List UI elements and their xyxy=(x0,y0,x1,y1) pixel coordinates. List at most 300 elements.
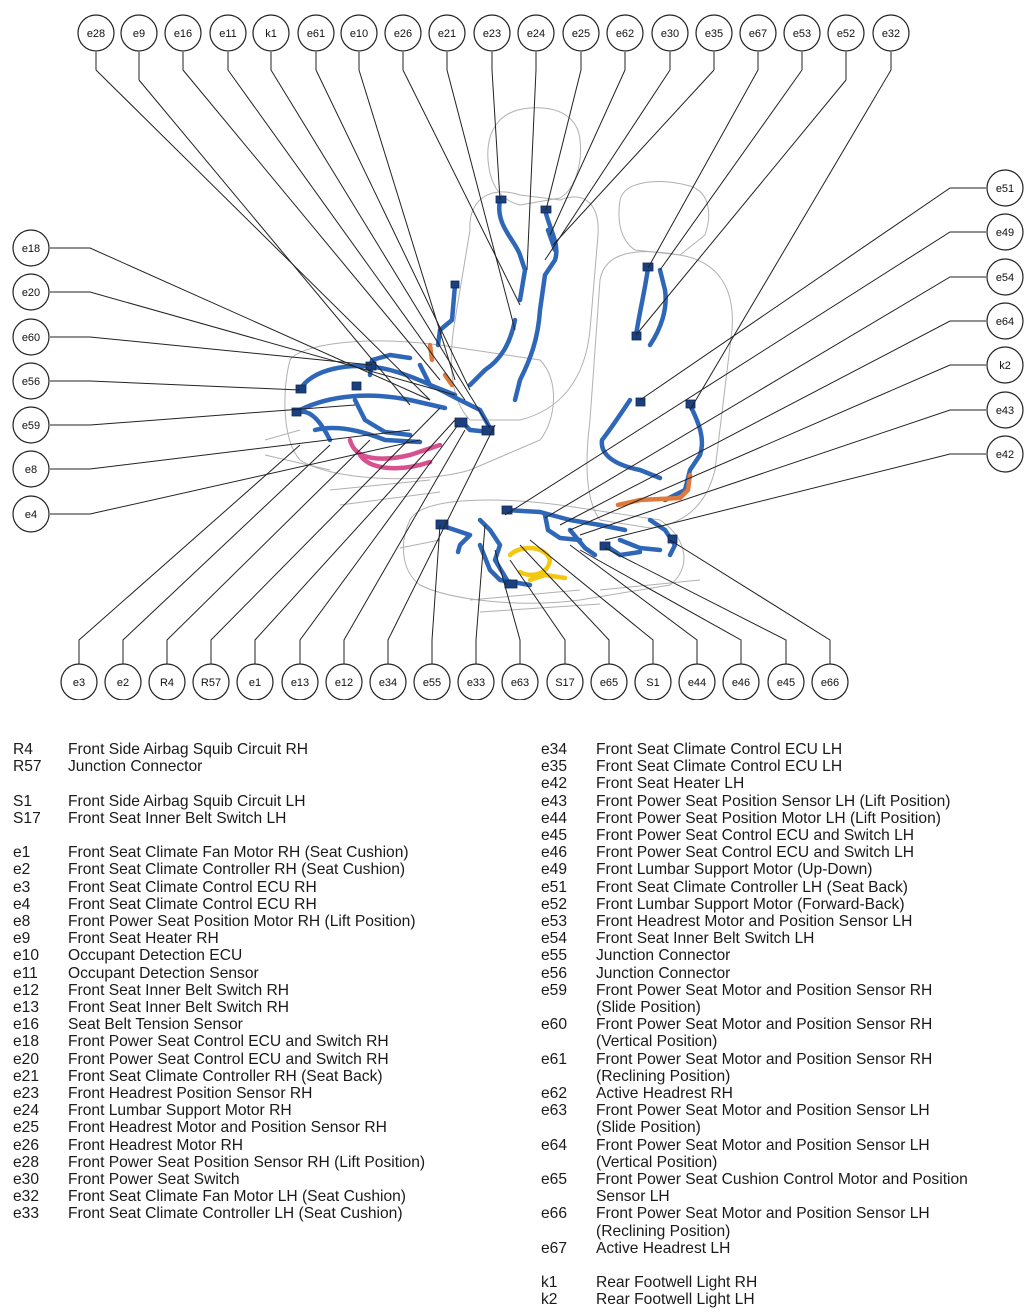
callout-e21 xyxy=(429,15,465,51)
callout-text: k2 xyxy=(999,360,1011,372)
connectors xyxy=(292,196,695,588)
legend-entry-e53 xyxy=(541,913,968,930)
legend-description: Rear Footwell Light LH xyxy=(596,1291,755,1309)
callout-e20 xyxy=(13,274,49,310)
legend-entry-e67 xyxy=(541,1240,968,1257)
legend-description-continued: (Vertical Position) xyxy=(596,1033,718,1051)
legend-entry-k1 xyxy=(541,1274,968,1291)
legend-code: e26 xyxy=(13,1136,40,1154)
connector-block xyxy=(451,281,459,288)
legend-code-spacer xyxy=(541,1033,596,1050)
legend-code: e63 xyxy=(541,1102,568,1120)
left-seat-headrest-outline xyxy=(619,182,709,255)
callout-text: e54 xyxy=(995,272,1015,284)
legend-code: e64 xyxy=(541,1136,568,1154)
leader-line xyxy=(550,70,625,235)
legend-description: Front Seat Climate Fan Motor RH (Seat Cushion) xyxy=(68,844,409,862)
legend-code: S17 xyxy=(13,809,41,827)
leader-line xyxy=(123,445,330,664)
legend-entry-e3 xyxy=(13,879,425,896)
callout-e32 xyxy=(873,15,909,51)
legend-description: Junction Connector xyxy=(68,758,203,776)
callout-text: R4 xyxy=(159,677,175,689)
leader-line xyxy=(50,337,372,365)
legend-code: e18 xyxy=(13,1033,40,1051)
callout-text: e56 xyxy=(21,376,41,388)
callout-e3 xyxy=(61,664,97,700)
connector-block xyxy=(436,520,448,529)
callout-e12 xyxy=(326,664,362,700)
legend-entry-continuation xyxy=(541,1223,968,1240)
leader-line xyxy=(560,321,986,525)
leader-line xyxy=(432,525,440,664)
legend-entry-e24 xyxy=(13,1102,425,1119)
legend-code: e11 xyxy=(13,964,38,982)
legend-description: Front Side Airbag Squib Circuit RH xyxy=(68,741,309,758)
callout-e10 xyxy=(341,15,377,51)
callout-e49 xyxy=(987,214,1023,250)
leader-line xyxy=(50,248,430,400)
callout-text: e33 xyxy=(466,677,486,689)
legend-entry-e55 xyxy=(541,947,968,964)
legend-code: k1 xyxy=(541,1274,558,1292)
legend-entry-e51 xyxy=(541,879,968,896)
leader-line xyxy=(553,70,714,245)
legend-entry-e26 xyxy=(13,1137,425,1154)
callout-labels xyxy=(13,15,1023,700)
legend-entry-e61 xyxy=(541,1051,968,1068)
callout-text: e63 xyxy=(510,677,530,689)
legend-description: Front Seat Heater RH xyxy=(68,930,219,948)
leader-line xyxy=(605,548,786,664)
legend-code: e54 xyxy=(541,930,568,948)
right-seat-cushion-outline xyxy=(285,341,554,479)
legend-description: Front Power Seat Control ECU and Switch RH xyxy=(68,1033,389,1051)
leader-line xyxy=(316,70,470,390)
legend-description-continued: Sensor LH xyxy=(596,1188,670,1206)
legend-description-continued: (Vertical Position) xyxy=(596,1153,718,1171)
leader-line xyxy=(545,70,670,260)
legend-description: Junction Connector xyxy=(596,947,731,965)
legend-description: Front Seat Inner Belt Switch RH xyxy=(68,999,290,1017)
legend-description: Front Power Seat Position Sensor LH (Lift Position) xyxy=(596,792,951,810)
callout-text: e16 xyxy=(173,28,193,40)
legend-description-continued: (Slide Position) xyxy=(596,1119,701,1137)
leader-line xyxy=(50,292,455,395)
connector-block xyxy=(600,542,610,550)
legend-description: Front Power Seat Control ECU and Switch LH xyxy=(596,827,915,845)
callout-e63 xyxy=(502,664,538,700)
leader-line xyxy=(580,550,741,664)
callout-e26 xyxy=(385,15,421,51)
legend-description: Front Power Seat Motor and Position Sensor LH xyxy=(596,1136,930,1154)
legend-description: Active Headrest LH xyxy=(596,1239,731,1257)
callout-text: e13 xyxy=(290,677,310,689)
callout-e61 xyxy=(298,15,334,51)
legend-entry-e16 xyxy=(13,1016,425,1033)
callout-text: e23 xyxy=(482,28,502,40)
callout-e33 xyxy=(458,664,494,700)
legend-code: e21 xyxy=(13,1067,40,1085)
legend-code: e59 xyxy=(541,981,568,999)
legend-description: Front Power Seat Position Motor RH (Lift Position) xyxy=(68,913,416,930)
legend-description: Front Seat Climate Control ECU RH xyxy=(68,895,317,913)
callout-text: e52 xyxy=(836,28,856,40)
legend-description: Front Power Seat Cushion Control Motor and Position xyxy=(596,1171,968,1189)
leader-line xyxy=(183,70,440,380)
callout-text: e10 xyxy=(349,28,369,40)
legend-entry-e8 xyxy=(13,913,425,930)
callout-e2 xyxy=(105,664,141,700)
legend-description: Front Headrest Motor and Position Sensor RH xyxy=(68,1119,387,1137)
legend-code: R57 xyxy=(13,758,42,776)
legend-code: e10 xyxy=(13,947,40,965)
legend-code: e20 xyxy=(13,1050,40,1068)
legend-code: e16 xyxy=(13,1016,40,1034)
legend-entry-e33 xyxy=(13,1205,425,1222)
leader-line xyxy=(211,408,440,664)
legend-code: e23 xyxy=(13,1085,40,1103)
legend-code: e56 xyxy=(541,964,568,982)
legend-entry-e64 xyxy=(541,1137,968,1154)
callout-R4 xyxy=(149,664,185,700)
legend-code: e46 xyxy=(541,844,568,862)
legend-entry-e42 xyxy=(541,775,968,792)
callout-e11 xyxy=(210,15,246,51)
legend-description: Front Headrest Motor RH xyxy=(68,1136,244,1154)
callout-e66 xyxy=(812,664,848,700)
leader-line xyxy=(50,381,300,390)
legend-code: e25 xyxy=(13,1119,40,1137)
legend-entry-e13 xyxy=(13,999,425,1016)
legend-entry-e2 xyxy=(13,861,425,878)
callout-text: e1 xyxy=(248,677,262,689)
legend-entry-e34 xyxy=(541,741,968,758)
legend-code: e52 xyxy=(541,895,568,913)
callout-text: e25 xyxy=(571,28,591,40)
legend-right-column xyxy=(541,741,968,1309)
callout-e51 xyxy=(987,170,1023,206)
legend-code: e8 xyxy=(13,913,31,930)
left-seat-back-outline xyxy=(587,252,732,528)
legend-description: Front Power Seat Position Sensor RH (Lift Position) xyxy=(68,1153,426,1171)
legend-entry-e1 xyxy=(13,844,425,861)
legend-entry-e21 xyxy=(13,1068,425,1085)
legend-entry-k2 xyxy=(541,1291,968,1308)
callout-e9 xyxy=(121,15,157,51)
legend-code: e45 xyxy=(541,827,568,845)
right-seat-headrest-outline xyxy=(488,108,581,205)
legend-entry-e65 xyxy=(541,1171,968,1188)
legend-entry-e46 xyxy=(541,844,968,861)
legend-code: e44 xyxy=(541,809,568,827)
legend-code: e28 xyxy=(13,1153,40,1171)
legend-entry-e54 xyxy=(541,930,968,947)
callout-text: e62 xyxy=(615,28,635,40)
callout-text: e49 xyxy=(995,227,1015,239)
callout-e1 xyxy=(237,664,273,700)
legend-description: Front Seat Climate Controller RH (Seat Back) xyxy=(68,1067,383,1085)
harness-left-orange xyxy=(618,475,690,505)
leader-line xyxy=(527,70,536,270)
legend-entry-e66 xyxy=(541,1205,968,1222)
callout-e25 xyxy=(563,15,599,51)
callout-text: e46 xyxy=(731,677,751,689)
legend-description: Front Power Seat Motor and Position Sensor LH xyxy=(596,1102,930,1120)
callout-e28 xyxy=(78,15,114,51)
legend-description: Front Lumbar Support Motor (Forward-Back) xyxy=(596,895,905,913)
leader-line xyxy=(545,277,986,518)
callout-e65 xyxy=(591,664,627,700)
leader-line xyxy=(492,70,500,200)
connector-block xyxy=(455,418,467,427)
callout-e18 xyxy=(13,230,49,266)
callout-text: e32 xyxy=(881,28,901,40)
callout-text: e67 xyxy=(748,28,768,40)
callout-e23 xyxy=(474,15,510,51)
callout-e4 xyxy=(13,496,49,532)
leader-line xyxy=(359,70,455,380)
callout-text: e66 xyxy=(820,677,840,689)
legend-entry-e9 xyxy=(13,930,425,947)
callout-text: e20 xyxy=(21,287,41,299)
legend-code: e2 xyxy=(13,861,31,879)
legend-code-spacer xyxy=(541,999,596,1016)
legend-code: e62 xyxy=(541,1085,568,1103)
legend-entry-e52 xyxy=(541,896,968,913)
callout-text: e59 xyxy=(21,420,41,432)
callout-text: e61 xyxy=(306,28,326,40)
legend-entry-e12 xyxy=(13,982,425,999)
legend-entry-S17 xyxy=(13,810,425,827)
legend-description: Front Seat Climate Controller LH (Seat Cushion) xyxy=(68,1205,403,1223)
callout-e59 xyxy=(13,407,49,443)
connector-block xyxy=(502,506,512,514)
legend-description: Active Headrest RH xyxy=(596,1085,733,1103)
leader-line xyxy=(648,70,758,268)
legend-entry-e44 xyxy=(541,810,968,827)
legend-code: e60 xyxy=(541,1016,568,1034)
leader-line xyxy=(79,445,300,664)
callout-text: e24 xyxy=(526,28,546,40)
callout-e24 xyxy=(518,15,554,51)
legend-code: R4 xyxy=(13,741,33,758)
legend-description: Front Seat Climate Control ECU LH xyxy=(596,741,843,758)
callout-text: e35 xyxy=(704,28,724,40)
leader-line xyxy=(139,80,410,405)
callout-e34 xyxy=(370,664,406,700)
legend-code: e49 xyxy=(541,861,568,879)
callout-S1 xyxy=(635,664,671,700)
legend-description-continued: (Reclining Position) xyxy=(596,1067,731,1085)
connector-block xyxy=(296,385,306,393)
legend-code-spacer xyxy=(541,1188,596,1205)
legend-entry-e35 xyxy=(541,758,968,775)
legend-description: Front Power Seat Motor and Position Sensor RH xyxy=(596,1016,933,1034)
legend-entry-continuation xyxy=(541,1068,968,1085)
legend-code: e32 xyxy=(13,1188,40,1206)
leader-line xyxy=(670,540,830,664)
wiring-harness xyxy=(300,200,702,585)
harness-left-back xyxy=(602,268,702,500)
legend-entry-e23 xyxy=(13,1085,425,1102)
leader-line xyxy=(660,70,802,270)
legend-entry-continuation xyxy=(541,1154,968,1171)
legend-description: Occupant Detection ECU xyxy=(68,947,243,965)
callout-text: e30 xyxy=(660,28,680,40)
legend-code-spacer xyxy=(541,1154,596,1171)
leader-line xyxy=(255,420,455,664)
legend-code: e65 xyxy=(541,1171,568,1189)
callout-e13 xyxy=(282,664,318,700)
callout-e67 xyxy=(740,15,776,51)
leader-line xyxy=(546,70,581,210)
legend-group-gap xyxy=(541,1257,968,1274)
callout-text: e53 xyxy=(792,28,812,40)
callout-text: e65 xyxy=(599,677,619,689)
callout-text: e8 xyxy=(24,464,38,476)
harness-right-back xyxy=(438,200,556,400)
harness-left-cushion xyxy=(440,510,675,585)
callout-e42 xyxy=(987,436,1023,472)
legend-description: Front Seat Climate Controller LH (Seat Back) xyxy=(596,878,908,896)
callout-e8 xyxy=(13,451,49,487)
legend-description: Front Seat Climate Control ECU LH xyxy=(596,758,843,776)
harness-right-cushion xyxy=(300,355,490,442)
legend-entry-continuation xyxy=(541,999,968,1016)
callout-text: S1 xyxy=(646,677,660,689)
legend-description: Front Power Seat Motor and Position Sensor RH xyxy=(596,981,933,999)
legend-description: Front Power Seat Control ECU and Switch LH xyxy=(596,844,915,862)
legend-code-spacer xyxy=(541,1223,596,1240)
callout-e43 xyxy=(987,392,1023,428)
legend-code: e1 xyxy=(13,844,31,862)
callout-text: e18 xyxy=(21,243,41,255)
leader-line xyxy=(640,188,986,400)
callout-k1 xyxy=(253,15,289,51)
callout-e54 xyxy=(987,259,1023,295)
legend-code: e3 xyxy=(13,878,31,896)
callout-text: e51 xyxy=(995,183,1015,195)
legend-entry-e63 xyxy=(541,1102,968,1119)
callout-text: e4 xyxy=(24,509,38,521)
legend-code: k2 xyxy=(541,1291,558,1309)
legend-entry-e20 xyxy=(13,1051,425,1068)
legend-description-continued: (Slide Position) xyxy=(596,999,701,1017)
legend-code: e51 xyxy=(541,878,568,896)
legend-description: Front Seat Heater LH xyxy=(596,775,745,793)
callout-text: e26 xyxy=(393,28,413,40)
callout-e60 xyxy=(13,319,49,355)
legend-description: Front Power Seat Position Motor LH (Lift Position) xyxy=(596,809,941,827)
callout-text: e12 xyxy=(334,677,354,689)
legend-entry-e18 xyxy=(13,1033,425,1050)
callout-text: e64 xyxy=(995,316,1015,328)
callout-text: e43 xyxy=(995,405,1015,417)
leader-line xyxy=(570,365,986,530)
callout-text: R57 xyxy=(200,677,222,689)
callout-e44 xyxy=(679,664,715,700)
connector-block xyxy=(632,332,641,340)
legend-description: Front Power Seat Motor and Position Sensor LH xyxy=(596,1205,930,1223)
legend-entry-e28 xyxy=(13,1154,425,1171)
callout-text: e21 xyxy=(437,28,457,40)
leader-line xyxy=(690,70,891,410)
connector-block xyxy=(505,580,517,588)
callout-text: e45 xyxy=(776,677,796,689)
harness-right-orange xyxy=(430,345,452,385)
legend-group-gap xyxy=(13,775,425,792)
callout-text: e55 xyxy=(422,677,442,689)
callout-e45 xyxy=(768,664,804,700)
right-seat-back-outline xyxy=(451,192,598,420)
legend-entry-e32 xyxy=(13,1188,425,1205)
callout-e53 xyxy=(784,15,820,51)
legend-entry-e25 xyxy=(13,1119,425,1136)
legend-left-column xyxy=(13,741,425,1223)
legend-code: e4 xyxy=(13,895,31,913)
callout-text: e42 xyxy=(995,449,1015,461)
legend-description: Front Power Seat Control ECU and Switch RH xyxy=(68,1050,389,1068)
callout-text: e11 xyxy=(219,28,237,40)
legend-description: Front Seat Climate Control ECU RH xyxy=(68,878,317,896)
leader-line xyxy=(636,80,846,335)
legend-code: e66 xyxy=(541,1205,568,1223)
legend-description-continued: (Reclining Position) xyxy=(596,1222,731,1240)
legend-entry-R4 xyxy=(13,741,425,758)
legend-entry-S1 xyxy=(13,793,425,810)
callout-e64 xyxy=(987,303,1023,339)
legend-code: e67 xyxy=(541,1239,568,1257)
callout-text: e60 xyxy=(21,332,41,344)
legend-description: Occupant Detection Sensor xyxy=(68,964,259,982)
legend-code: e61 xyxy=(541,1050,568,1068)
connector-block xyxy=(496,196,506,203)
legend-entry-e62 xyxy=(541,1085,968,1102)
callout-e55 xyxy=(414,664,450,700)
legend-entry-continuation xyxy=(541,1033,968,1050)
legend-code: e30 xyxy=(13,1171,40,1189)
legend-entry-e10 xyxy=(13,947,425,964)
legend-code: e35 xyxy=(541,758,568,776)
legend-group-gap xyxy=(13,827,425,844)
callout-text: e9 xyxy=(132,28,146,40)
legend-entry-R57 xyxy=(13,758,425,775)
legend-description: Front Power Seat Switch xyxy=(68,1171,240,1189)
callout-text: e2 xyxy=(116,677,130,689)
legend-description: Seat Belt Tension Sensor xyxy=(68,1016,243,1034)
legend-description: Front Seat Climate Fan Motor LH (Seat Cushion) xyxy=(68,1188,406,1206)
callout-text: S17 xyxy=(555,677,575,689)
legend-code: e42 xyxy=(541,775,568,793)
callout-e16 xyxy=(165,15,201,51)
legend-code: S1 xyxy=(13,792,33,810)
callout-text: e44 xyxy=(687,677,707,689)
legend-code: e13 xyxy=(13,999,40,1017)
callout-e46 xyxy=(723,664,759,700)
callout-k2 xyxy=(987,347,1023,383)
legend-code: e34 xyxy=(541,741,568,758)
legend-description: Front Seat Inner Belt Switch LH xyxy=(596,930,815,948)
legend-entry-e59 xyxy=(541,982,968,999)
legend-code-spacer xyxy=(541,1119,596,1136)
legend-description: Front Side Airbag Squib Circuit LH xyxy=(68,792,306,810)
legend-code: e33 xyxy=(13,1205,40,1223)
legend-code: e12 xyxy=(13,981,40,999)
callout-text: e34 xyxy=(378,677,398,689)
leader-line xyxy=(505,232,986,515)
legend-description: Front Headrest Motor and Position Sensor LH xyxy=(596,913,913,931)
